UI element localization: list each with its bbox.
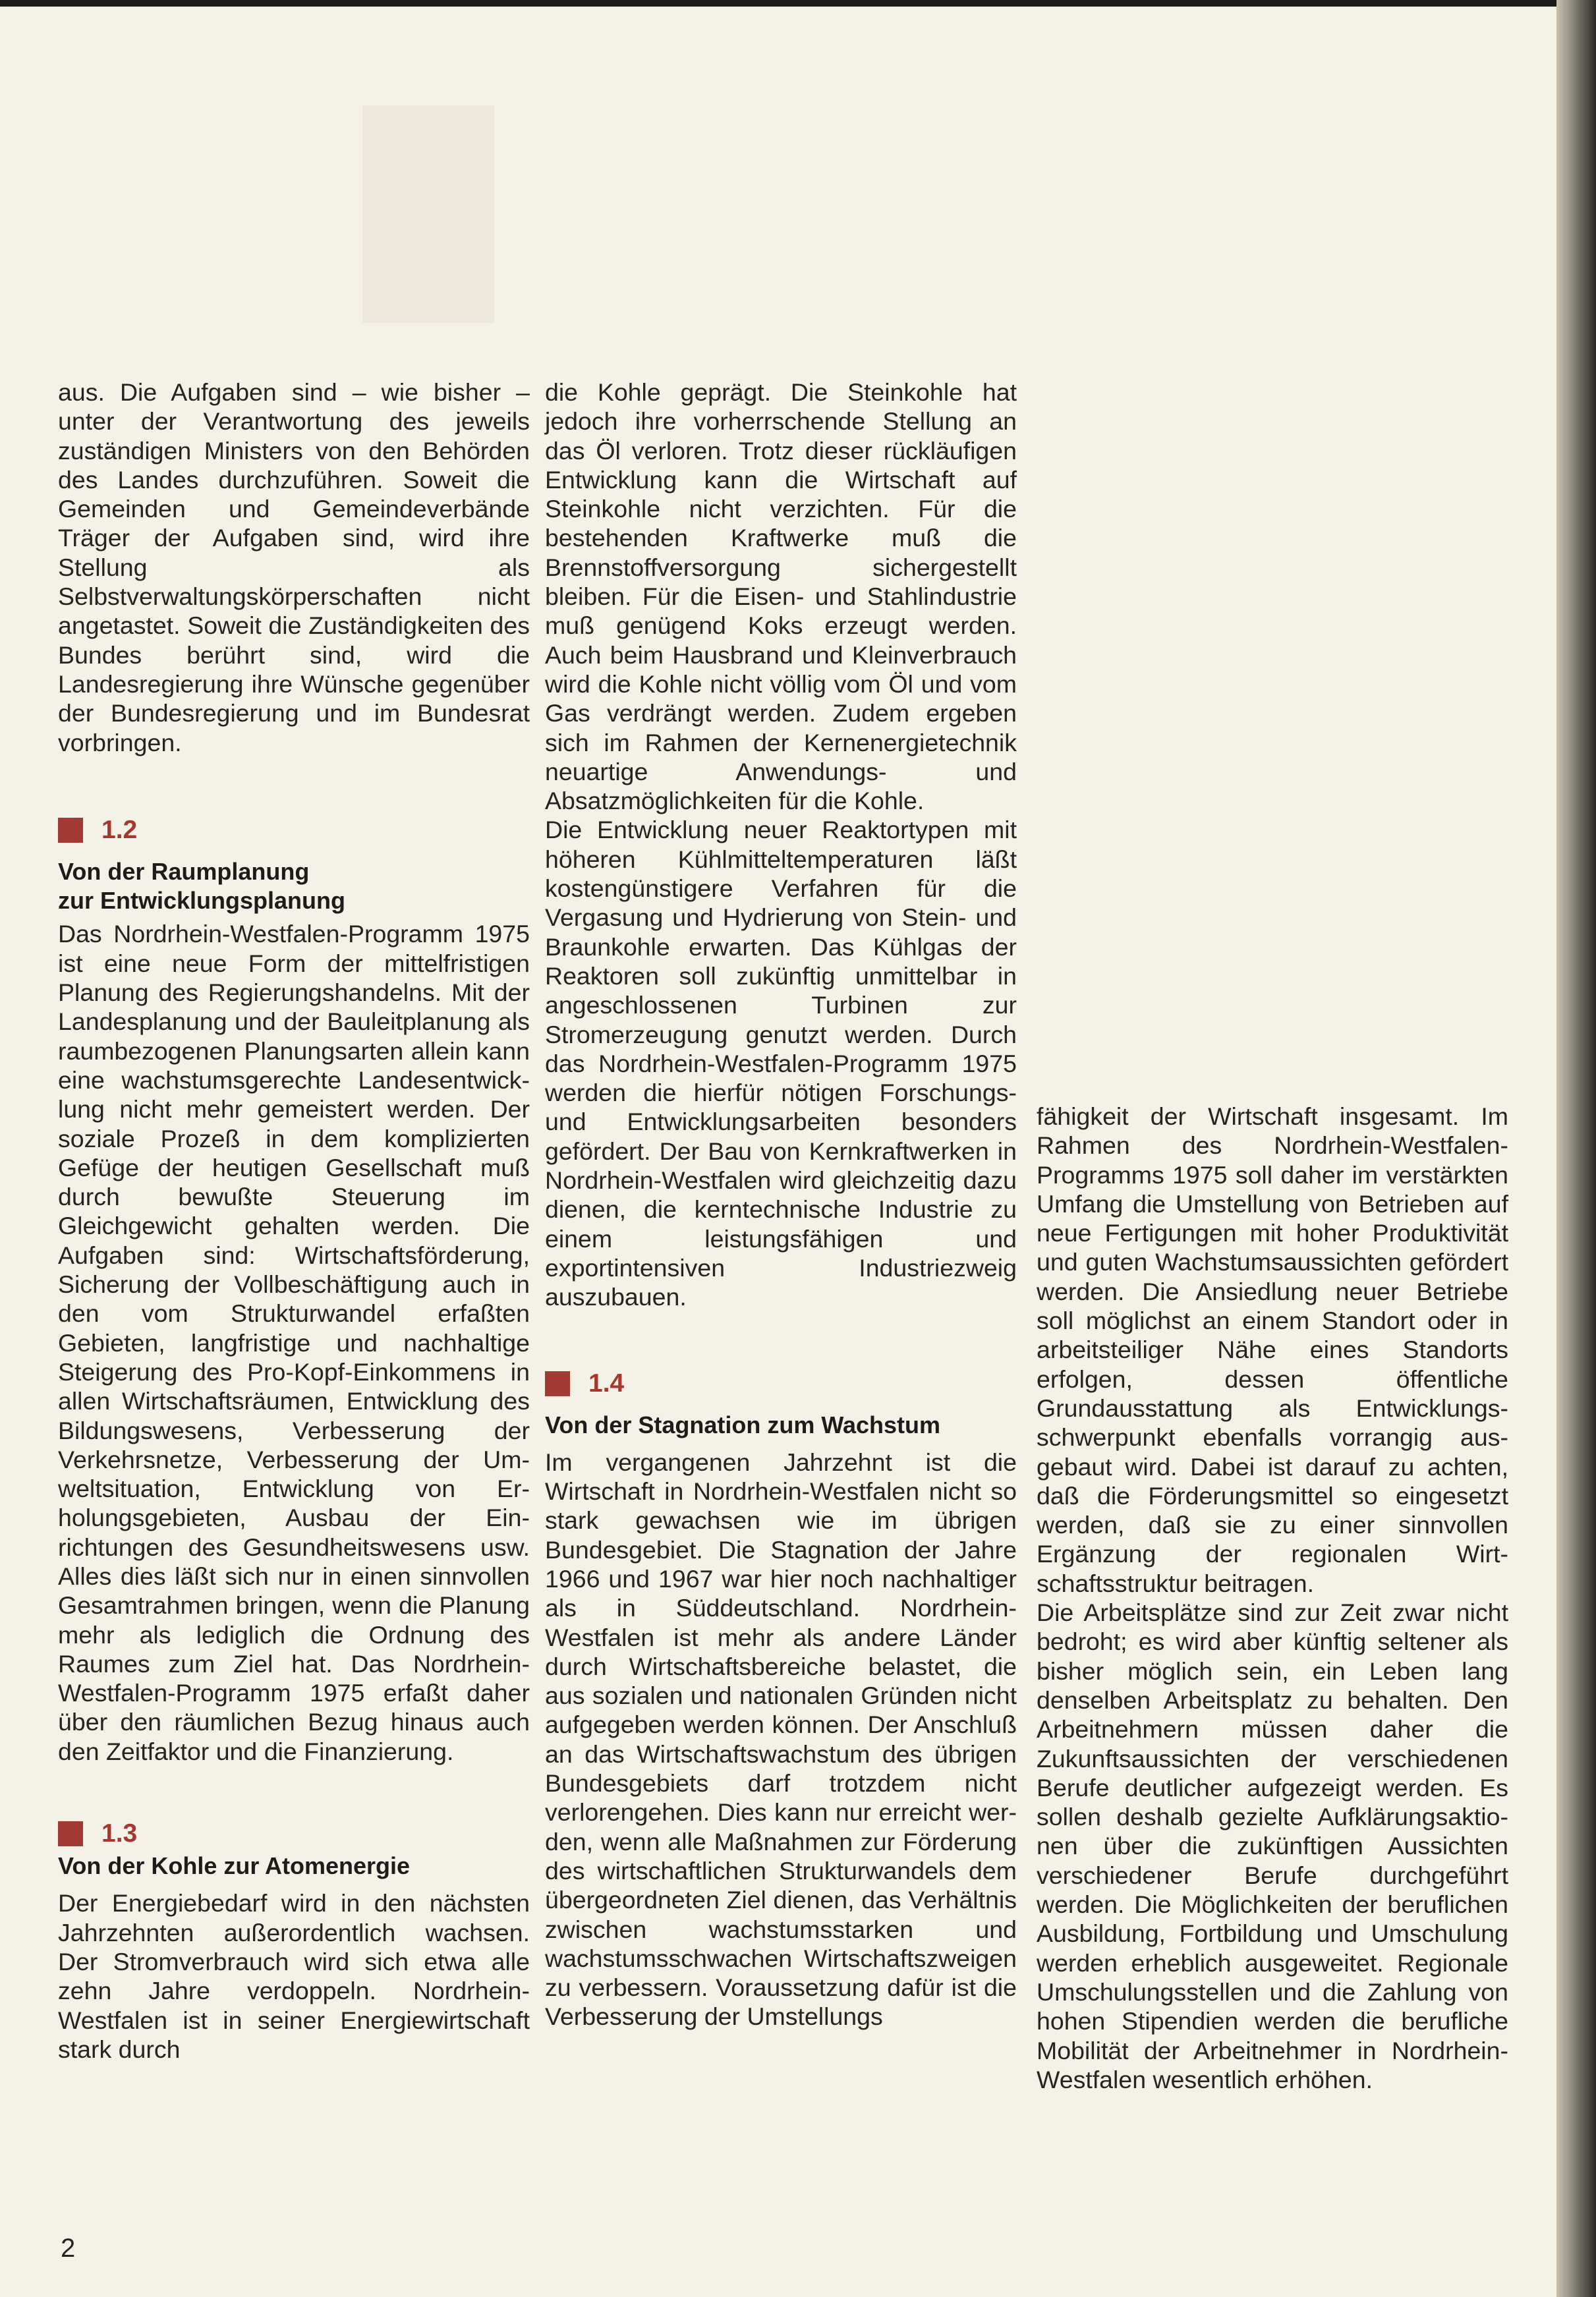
section-title: Von der Kohle zur Atomenergie [58,1852,411,1880]
paragraph: Das Nordrhein-Westfalen-Programm 1975 ist eine neue Form der mittelfristigen Planung des Regierungshandelns. Mit der Landesplanung und der Bauleitplanung als raumbezogenen Planungsarten allein kann eine wachstumsgerechte Landesentwicklung nicht mehr gemeistert werden. Der soziale Prozeß in dem komplizierten Gefüge der heutigen Gesellschaft muß durch bewußte Steuerung im Gleichgewicht gehalten werden. Die Aufgaben sind: Wirtschaftsförderung, Sicherung der Vollbeschäftigung auch in den vom Strukturwandel erfaßten Gebieten, langfristige und nachhaltige Steigerung des Pro-Kopf-Einkommens in allen Wirtschaftsräumen, Entwicklung des Bildungswesens, Verbesserung der Verkehrsnetze, Verbesserung der Umweltsituation, Entwicklung von Erholungsgebieten, Ausbau der Einrichtungen des Gesundheitswesens usw. Alles dies läßt sich nur in einen sinnvollen Gesamtrahmen bringen, wenn die Planung mehr als lediglich die Ordnung des Raumes zum Ziel hat. Das Nordrhein-Westfalen-Programm 1975 erfaßt daher über den räumlichen Bezug hinaus auch den Zeitfaktor und die Finanzierung. [58,920,530,1765]
paragraph: aus. Die Aufgaben sind – wie bisher – unter der Verantwortung des jeweils zuständigen Ministers von den Behörden des Landes durchzuführen. Soweit die Gemeinden und Gemeindeverbände Träger der Aufgaben sind, wird ihre Stellung als Selbstverwaltungskörperschaften nicht angetastet. Soweit die Zuständigkeiten des Bundes berührt sind, wird die Landesregierung ihre Wünsche gegenüber der Bundesregierung und im Bundesrat vorbringen. [58,378,530,756]
section-title-line: Von der Raumplanung [58,857,310,885]
text-column-3 [1037,1102,1508,2094]
paragraph: Die Arbeitsplätze sind zur Zeit zwar nicht bedroht; es wird aber künftig seltener als bisher möglich sein, ein Leben lang denselben Arbeitsplatz zu behalten. Den Arbeitnehmern müssen daher die Zukunftsaussichten der verschiedenen Berufe deutlicher aufgezeigt werden. Es sollen deshalb gezielte Aufklärungsaktionen über die zukünftigen Aussichten verschiedener Berufe durchgeführt werden. Die Möglichkeiten der beruflichen Ausbildung, Fortbildung und Umschulung werden erheblich ausgeweitet. Regionale Umschulungsstellen und die Zahlung von hohen Stipendien werden die berufliche Mobilität der Arbeitnehmer in Nordrhein-Westfalen wesentlich erhöhen. [1037,1599,1508,2093]
paragraph: fähigkeit der Wirtschaft insgesamt. Im Rahmen des Nordrhein-Westfalen-Programms 1975 soll daher im verstärkten Umfang die Umstellung von Betrieben auf neue Fertigungen mit hoher Produktivität und guten Wachstumsaussichten gefördert werden. Die Ansiedlung neuer Betriebe soll möglichst an einem Standort oder in arbeitsteiliger Nähe eines Standorts erfolgen, dessen öffentliche Grundausstattung als Entwicklungsschwerpunkt ebenfalls vorrangig ausgebaut wird. Dabei ist darauf zu achten, daß die Förderungsmittel so eingesetzt werden, daß sie zu einer sinnvollen Ergänzung der regionalen Wirtschaftsstruktur beitragen. [1037,1102,1508,1597]
text-column-2 [545,378,1017,2031]
section-square-icon [58,818,83,843]
section-square-icon [58,1821,83,1846]
paragraph: die Kohle geprägt. Die Steinkohle hat jedoch ihre vorherrschende Stellung an das Öl verloren. Trotz dieser rückläufigen Entwicklung kann die Wirtschaft auf Steinkohle nicht verzichten. Für die bestehenden Kraftwerke muß die Brennstoffversorgung sichergestellt bleiben. Für die Eisen- und Stahlindustrie muß genügend Koks erzeugt werden. Auch beim Hausbrand und Kleinverbrauch wird die Kohle nicht völlig vom Öl und vom Gas verdrängt werden. Zudem ergeben sich im Rahmen der Kernenergietechnik neuartige Anwendungs- und Absatzmöglichkeiten für die Kohle. [545,378,1017,815]
section-number: 1.3 [101,1819,138,1848]
section-number: 1.2 [101,815,138,844]
section-number: 1.4 [588,1369,625,1398]
section-heading-1-4 [545,1369,1017,1399]
page [0,7,1556,2297]
page-edge-shadow [1556,0,1596,2297]
section-heading-1-2 [58,815,530,845]
section-title-line: zur Entwicklungsplanung [58,887,346,915]
section-title: Von der Stagnation zum Wachstum [545,1411,941,1438]
paragraph: Die Entwicklung neuer Reaktortypen mit höheren Kühlmitteltemperaturen läßt kostengünstigere Verfahren für die Vergasung und Hydrierung von Stein- und Braunkohle erwarten. Das Kühlgas der Reaktoren soll zukünftig unmittelbar in angeschlossenen Turbinen zur Stromerzeugung genutzt werden. Durch das Nordrhein-Westfalen-Programm 1975 werden die hierfür nötigen Forschungs- und Entwicklungsarbeiten besonders gefördert. Der Bau von Kernkraftwerken in Nordrhein-Westfalen wird gleichzeitig dazu dienen, die kerntechnische Industrie zu einem leistungsfähigen und exportintensiven Industriezweig auszubauen. [545,816,1017,1311]
paragraph: Im vergangenen Jahrzehnt ist die Wirtschaft in Nordrhein-Westfalen nicht so stark gewachsen wie im übrigen Bundesgebiet. Die Stagnation der Jahre 1966 und 1967 war hier noch nachhaltiger als in Süddeutschland. Nordrhein-Westfalen ist mehr als andere Länder durch Wirtschaftsbereiche belastet, die aus sozialen und nationalen Gründen nicht aufgegeben werden können. Der Anschluß an das Wirtschaftswachstum des übrigen Bundesgebiets darf trotzdem nicht verlorengehen. Dies kann nur erreicht werden, wenn alle Maßnahmen zur Förderung des wirtschaftlichen Strukturwandels dem übergeordneten Ziel dienen, das Verhältnis zwischen wachstumsstarken und wachstumsschwachen Wirtschaftszweigen zu verbessern. Voraussetzung dafür ist die Verbesserung der Umstellungs [545,1448,1017,2031]
paragraph: Der Energiebedarf wird in den nächsten Jahrzehnten außerordentlich wachsen. Der Stromverbrauch wird sich etwa alle zehn Jahre verdoppeln. Nordrhein-Westfalen ist in seiner Energiewirtschaft stark durch [58,1889,530,2063]
section-square-icon [545,1371,570,1396]
page-number: 2 [61,2234,76,2263]
show-through-mark [362,105,494,323]
section-title [58,857,530,916]
section-heading-1-3 [58,1819,530,1849]
text-column-1 [58,378,530,2064]
